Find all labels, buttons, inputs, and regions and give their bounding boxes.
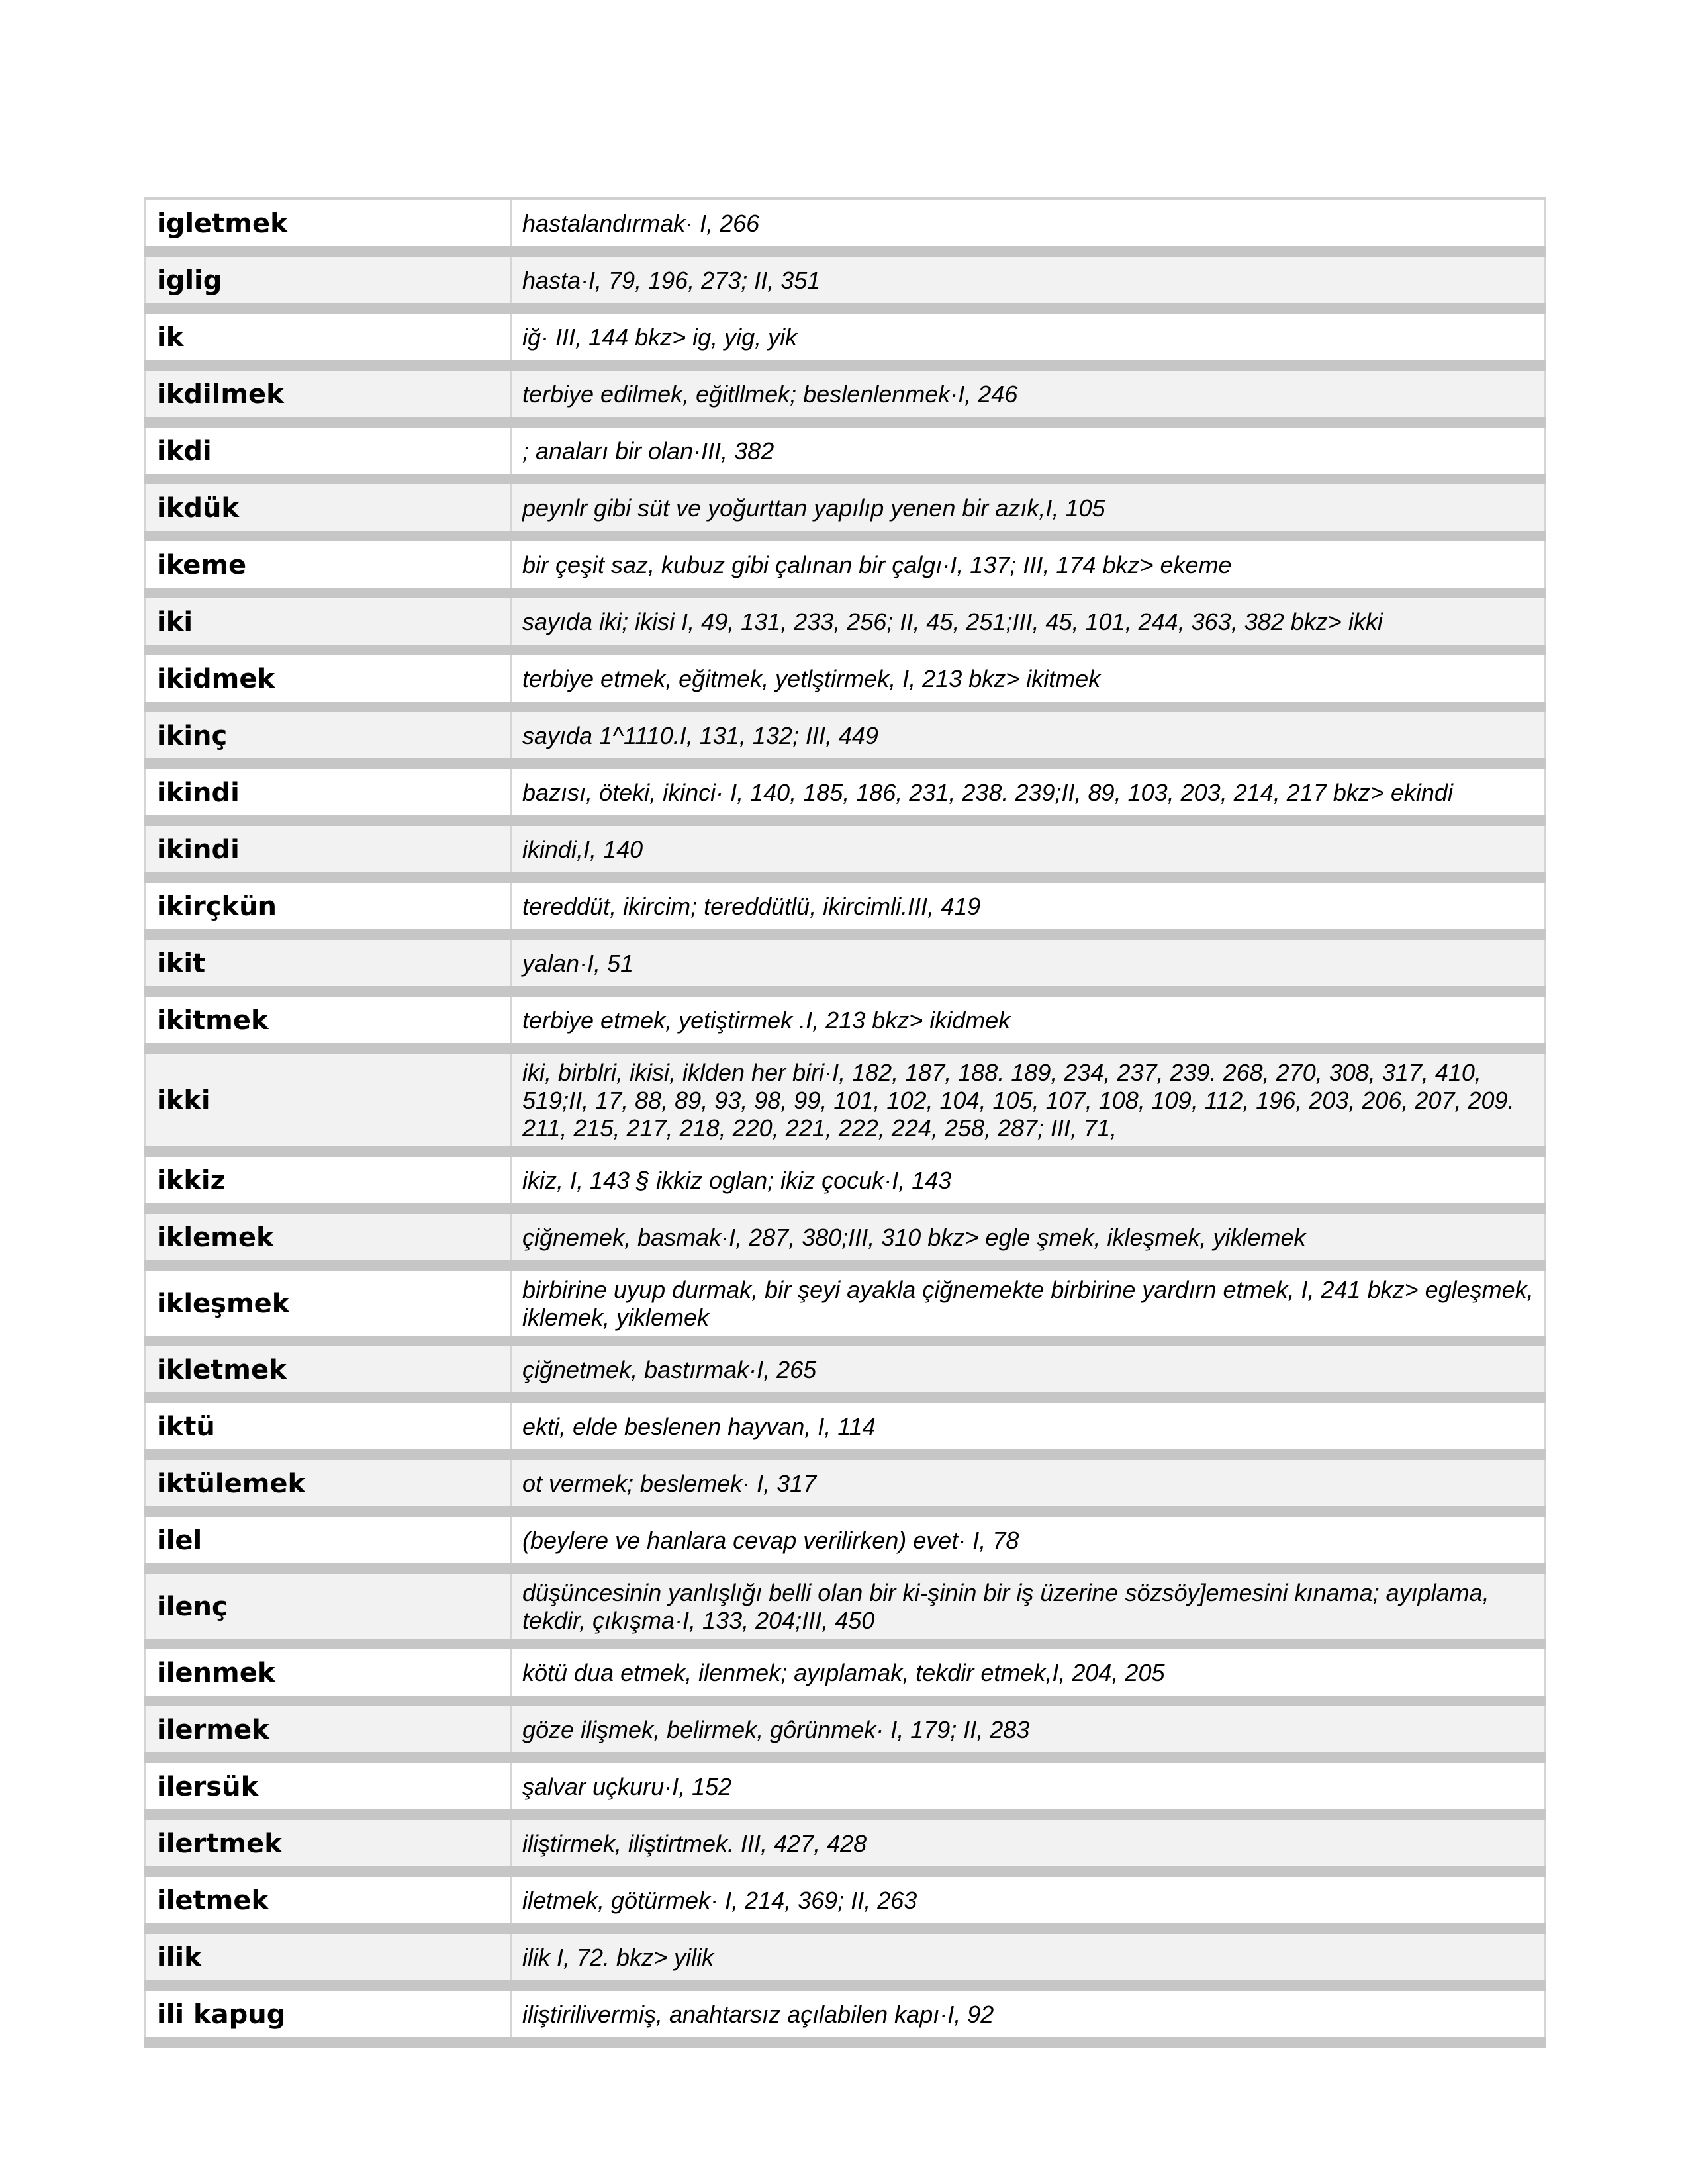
definition: iliştirmek, iliştirtmek. III, 427, 428	[511, 1815, 1545, 1872]
entry-row	[146, 707, 1545, 764]
headword: ikkiz	[146, 1152, 511, 1208]
entry-row	[146, 764, 1545, 821]
headword: ikinç	[146, 707, 511, 764]
entry-row	[146, 593, 1545, 650]
entry-row	[146, 991, 1545, 1048]
headword: ik	[146, 308, 511, 365]
headword: iktülemek	[146, 1455, 511, 1512]
headword: ikeme	[146, 536, 511, 593]
entry-row	[146, 1815, 1545, 1872]
entry-row	[146, 251, 1545, 308]
definition: hastalandırmak· I, 266	[511, 199, 1545, 251]
page	[144, 197, 1544, 2048]
headword: ikindi	[146, 821, 511, 878]
definition: ot vermek; beslemek· I, 317	[511, 1455, 1545, 1512]
definition: kötü dua etmek, ilenmek; ayıplamak, tekdir etmek,I, 204, 205	[511, 1644, 1545, 1701]
definition: ekti, elde beslenen hayvan, I, 114	[511, 1398, 1545, 1455]
definition: terbiye etmek, eğitmek, yetlştirmek, I, 213 bkz> ikitmek	[511, 650, 1545, 707]
headword: ikidmek	[146, 650, 511, 707]
headword: ilermek	[146, 1701, 511, 1758]
headword: ikdük	[146, 479, 511, 536]
headword: ilik	[146, 1929, 511, 1985]
entry-row	[146, 821, 1545, 878]
entry-row	[146, 1398, 1545, 1455]
headword: iletmek	[146, 1872, 511, 1929]
headword: ikitmek	[146, 991, 511, 1048]
definition: iğ· III, 144 bkz> ig, yig, yik	[511, 308, 1545, 365]
definition: terbiye edilmek, eğitllmek; beslenlenmek·I, 246	[511, 365, 1545, 422]
headword: igletmek	[146, 199, 511, 251]
definition: iki, birblri, ikisi, iklden her biri·I, 182, 187, 188. 189, 234, 237, 239. 268, 270, 308, 317, 410, 519;II, 17, 88, 89, 93, 98, 99, 101, 102, 104, 105, 107, 108, 109, 112, 196, 203, 206, 207, 209. 211, 215, 217, 218, 220, 221, 222, 224, 258, 287; III, 71,	[511, 1048, 1545, 1152]
entry-row	[146, 934, 1545, 991]
definition: yalan·I, 51	[511, 934, 1545, 991]
entry-row	[146, 1569, 1545, 1644]
entry-row	[146, 1455, 1545, 1512]
headword: ikki	[146, 1048, 511, 1152]
definition: terbiye etmek, yetiştirmek .I, 213 bkz> ikidmek	[511, 991, 1545, 1048]
definition: ; anaları bir olan·III, 382	[511, 422, 1545, 479]
entry-row	[146, 479, 1545, 536]
definition: ilik I, 72. bkz> yilik	[511, 1929, 1545, 1985]
headword: ikleşmek	[146, 1265, 511, 1341]
definition: birbirine uyup durmak, bir şeyi ayakla çiğnemekte birbirine yardırn etmek, I, 241 bkz> egleşmek, iklemek, yiklemek	[511, 1265, 1545, 1341]
definition: bazısı, öteki, ikinci· I, 140, 185, 186, 231, 238. 239;II, 89, 103, 203, 214, 217 bkz> ekindi	[511, 764, 1545, 821]
definition: (beylere ve hanlara cevap verilirken) evet· I, 78	[511, 1512, 1545, 1569]
headword: ikdi	[146, 422, 511, 479]
headword: ilersük	[146, 1758, 511, 1815]
definition: sayıda iki; ikisi I, 49, 131, 233, 256; II, 45, 251;III, 45, 101, 244, 363, 382 bkz> ikki	[511, 593, 1545, 650]
entry-row	[146, 1512, 1545, 1569]
entry-row	[146, 199, 1545, 251]
entry-row	[146, 365, 1545, 422]
headword: ili kapug	[146, 1985, 511, 2042]
entry-row	[146, 878, 1545, 934]
headword: ikindi	[146, 764, 511, 821]
definition: sayıda 1^1110.I, 131, 132; III, 449	[511, 707, 1545, 764]
entry-row	[146, 308, 1545, 365]
entry-row	[146, 1701, 1545, 1758]
definition: bir çeşit saz, kubuz gibi çalınan bir çalgı·I, 137; III, 174 bkz> ekeme	[511, 536, 1545, 593]
headword: ikirçkün	[146, 878, 511, 934]
entry-row	[146, 1265, 1545, 1341]
headword: ikletmek	[146, 1341, 511, 1398]
definition: peynlr gibi süt ve yoğurttan yapılıp yenen bir azık,I, 105	[511, 479, 1545, 536]
glossary-body	[146, 199, 1545, 2042]
definition: tereddüt, ikircim; tereddütlü, ikircimli.III, 419	[511, 878, 1545, 934]
headword: ilenç	[146, 1569, 511, 1644]
entry-row	[146, 1341, 1545, 1398]
definition: iletmek, götürmek· I, 214, 369; II, 263	[511, 1872, 1545, 1929]
headword: ilertmek	[146, 1815, 511, 1872]
entry-row	[146, 1208, 1545, 1265]
entry-row	[146, 1152, 1545, 1208]
definition: şalvar uçkuru·I, 152	[511, 1758, 1545, 1815]
entry-row	[146, 422, 1545, 479]
definition: hasta·I, 79, 196, 273; II, 351	[511, 251, 1545, 308]
definition: göze ilişmek, belirmek, gôrünmek· I, 179; II, 283	[511, 1701, 1545, 1758]
headword: ilenmek	[146, 1644, 511, 1701]
definition: iliştirilivermiş, anahtarsız açılabilen kapı·I, 92	[511, 1985, 1545, 2042]
headword: ilel	[146, 1512, 511, 1569]
entry-row	[146, 1872, 1545, 1929]
definition: ikindi,I, 140	[511, 821, 1545, 878]
definition: çiğnetmek, bastırmak·I, 265	[511, 1341, 1545, 1398]
glossary-table	[144, 197, 1546, 2048]
entry-row	[146, 1644, 1545, 1701]
headword: iki	[146, 593, 511, 650]
entry-row	[146, 536, 1545, 593]
headword: ikit	[146, 934, 511, 991]
headword: iktü	[146, 1398, 511, 1455]
headword: iklemek	[146, 1208, 511, 1265]
definition: düşüncesinin yanlışlığı belli olan bir ki-şinin bir iş üzerine sözsöy]emesini kınama; ayıplama, tekdir, çıkışma·I, 133, 204;III, 450	[511, 1569, 1545, 1644]
entry-row	[146, 650, 1545, 707]
definition: çiğnemek, basmak·I, 287, 380;III, 310 bkz> egle şmek, ikleşmek, yiklemek	[511, 1208, 1545, 1265]
entry-row	[146, 1758, 1545, 1815]
headword: ikdilmek	[146, 365, 511, 422]
entry-row	[146, 1985, 1545, 2042]
headword: iglig	[146, 251, 511, 308]
definition: ikiz, I, 143 § ikkiz oglan; ikiz çocuk·I, 143	[511, 1152, 1545, 1208]
entry-row	[146, 1929, 1545, 1985]
entry-row	[146, 1048, 1545, 1152]
